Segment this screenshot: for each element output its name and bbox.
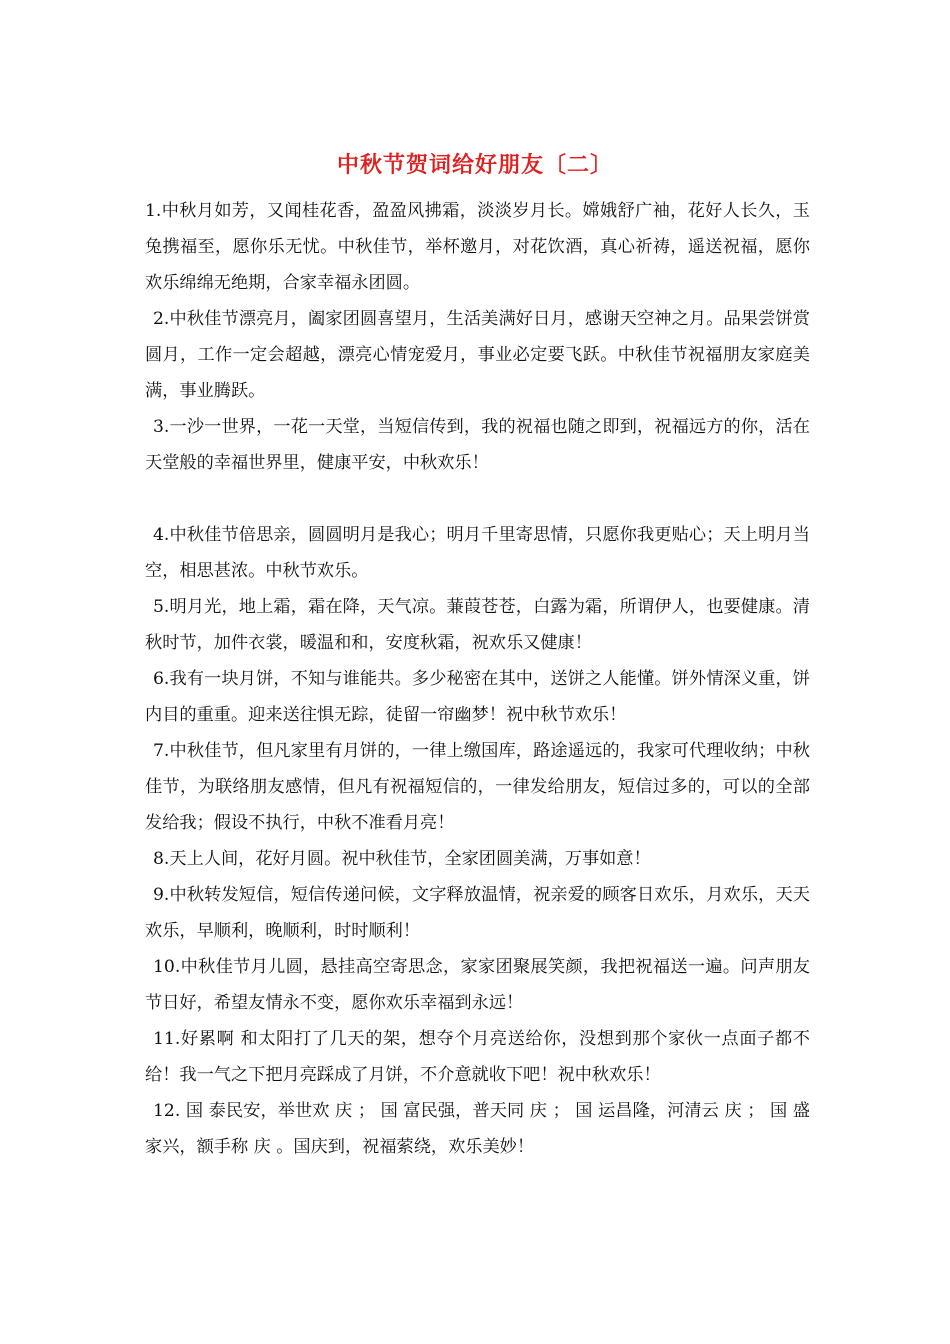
paragraph-3: 3.一沙一世界，一花一天堂，当短信传到，我的祝福也随之即到，祝福远方的你，活在天堂般的幸福世界里，健康平安，中秋欢乐！ <box>145 417 810 473</box>
paragraph-5: 5.明月光，地上霜，霜在降，天气凉。蒹葭苍苍，白露为霜，所谓伊人，也要健康。清秋时节，加件衣裳，暖温和和，安度秋霜，祝欢乐又健康！ <box>145 597 810 653</box>
blank-line <box>145 481 810 517</box>
document-body <box>145 193 810 1165</box>
paragraph-2: 2.中秋佳节漂亮月，阖家团圆喜望月，生活美满好日月，感谢天空神之月。品果尝饼赏圆月，工作一定会超越，漂亮心情宠爱月，事业必定要飞跃。中秋佳节祝福朋友家庭美满，事业腾跃。 <box>145 309 810 401</box>
paragraph-6: 6.我有一块月饼，不知与谁能共。多少秘密在其中，送饼之人能懂。饼外情深义重，饼内目的重重。迎来送往惧无踪，徒留一帘幽梦！祝中秋节欢乐！ <box>145 669 810 725</box>
paragraph-1: 1.中秋月如芳，又闻桂花香，盈盈风拂霜，淡淡岁月长。嫦娥舒广袖，花好人长久，玉兔携福至，愿你乐无忧。中秋佳节，举杯邀月，对花饮酒，真心祈祷，遥送祝福，愿你欢乐绵绵无绝期，合家幸福永团圆。 <box>145 201 810 293</box>
paragraph-10: 10.中秋佳节月儿圆，悬挂高空寄思念，家家团聚展笑颜，我把祝福送一遍。问声朋友节日好，希望友情永不变，愿你欢乐幸福到永远！ <box>145 957 810 1013</box>
paragraph-11: 11.好累啊 和太阳打了几天的架，想夺个月亮送给你，没想到那个家伙一点面子都不给！我一气之下把月亮踩成了月饼，不介意就收下吧！祝中秋欢乐！ <box>145 1029 810 1085</box>
paragraph-8: 8.天上人间，花好月圆。祝中秋佳节，全家团圆美满，万事如意！ <box>153 849 651 869</box>
document-title: 中秋节贺词给好朋友〔二〕 <box>336 152 613 178</box>
paragraph-9: 9.中秋转发短信，短信传递问候，文字释放温情，祝亲爱的顾客日欢乐，月欢乐，天天欢乐，早顺利，晚顺利，时时顺利！ <box>145 885 810 941</box>
paragraph-7: 7.中秋佳节，但凡家里有月饼的，一律上缴国库，路途遥远的，我家可代理收纳；中秋佳节，为联络朋友感情，但凡有祝福短信的，一律发给朋友，短信过多的，可以的全部发给我；假设不执行，中秋不准看月亮！ <box>145 741 810 833</box>
paragraph-4: 4.中秋佳节倍思亲，圆圆明月是我心；明月千里寄思情，只愿你我更贴心；天上明月当空，相思甚浓。中秋节欢乐。 <box>145 525 810 581</box>
paragraph-12: 12. 国 泰民安，举世欢 庆 ； 国 富民强，普天同 庆 ； 国 运昌隆，河清云 庆 ； 国 盛家兴，额手称 庆 。国庆到，祝福萦绕，欢乐美妙！ <box>145 1101 810 1157</box>
